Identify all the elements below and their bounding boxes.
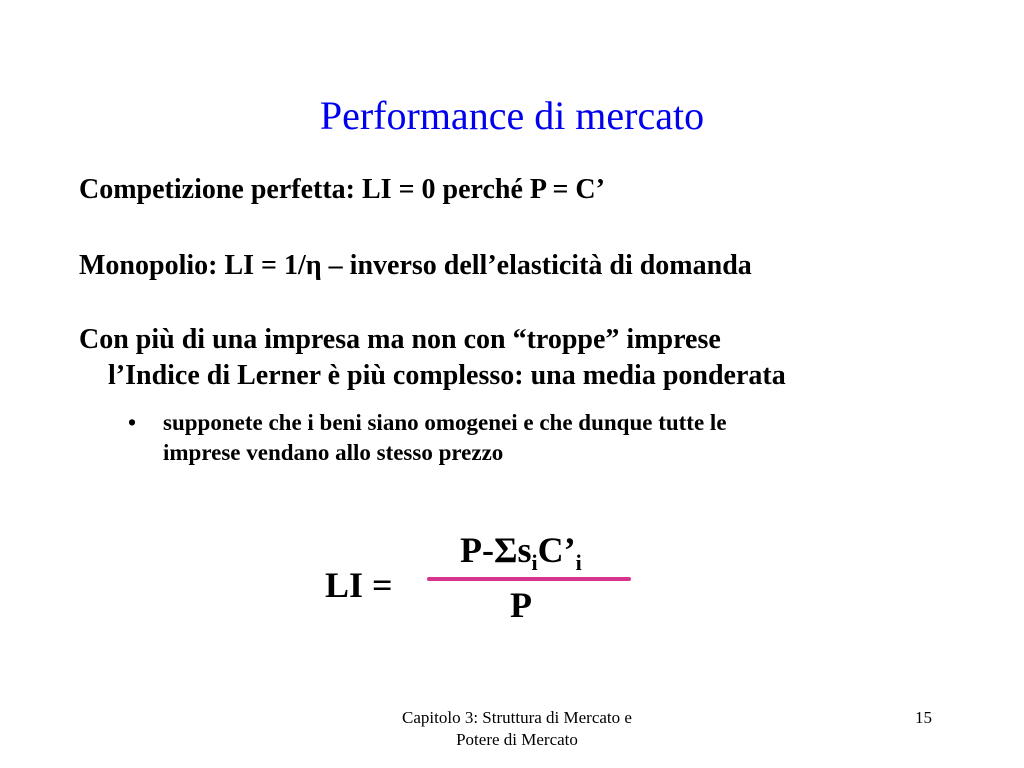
perfect-competition-line: Competizione perfetta: LI = 0 perché P = C’	[79, 174, 605, 205]
fraction-bar	[427, 577, 631, 581]
multiple-firms-line-2: l’Indice di Lerner è più complesso: una media ponderata	[108, 360, 786, 391]
multiple-firms-line-1: Con più di una impresa ma non con “troppe” imprese	[79, 324, 721, 355]
multiple-firms-paragraph	[79, 322, 786, 394]
bullet-text-line-2: imprese vendano allo stesso prezzo	[163, 440, 504, 465]
formula-denominator: P	[510, 585, 532, 625]
bullet-dot-icon: •	[128, 410, 137, 435]
numerator-prefix: P-Σs	[460, 530, 532, 570]
numerator-subscript-2: i	[575, 550, 582, 575]
formula-lhs: LI =	[325, 565, 393, 605]
bullet-text-line-1: supponete che i beni siano omogenei e che dunque tutte le	[163, 410, 727, 435]
page-number: 15	[915, 708, 932, 727]
monopoly-line: Monopolio: LI = 1/η – inverso dell’elasticità di domanda	[79, 250, 752, 281]
bullet-item	[128, 408, 727, 468]
numerator-subscript-1: i	[531, 550, 538, 575]
footer-chapter-line-1: Capitolo 3: Struttura di Mercato e	[402, 708, 632, 727]
numerator-mid: C’	[537, 530, 576, 570]
formula-numerator	[460, 530, 582, 575]
footer-chapter-line-2: Potere di Mercato	[456, 730, 578, 749]
footer-chapter	[352, 707, 682, 751]
slide-title: Performance di mercato	[319, 93, 705, 138]
